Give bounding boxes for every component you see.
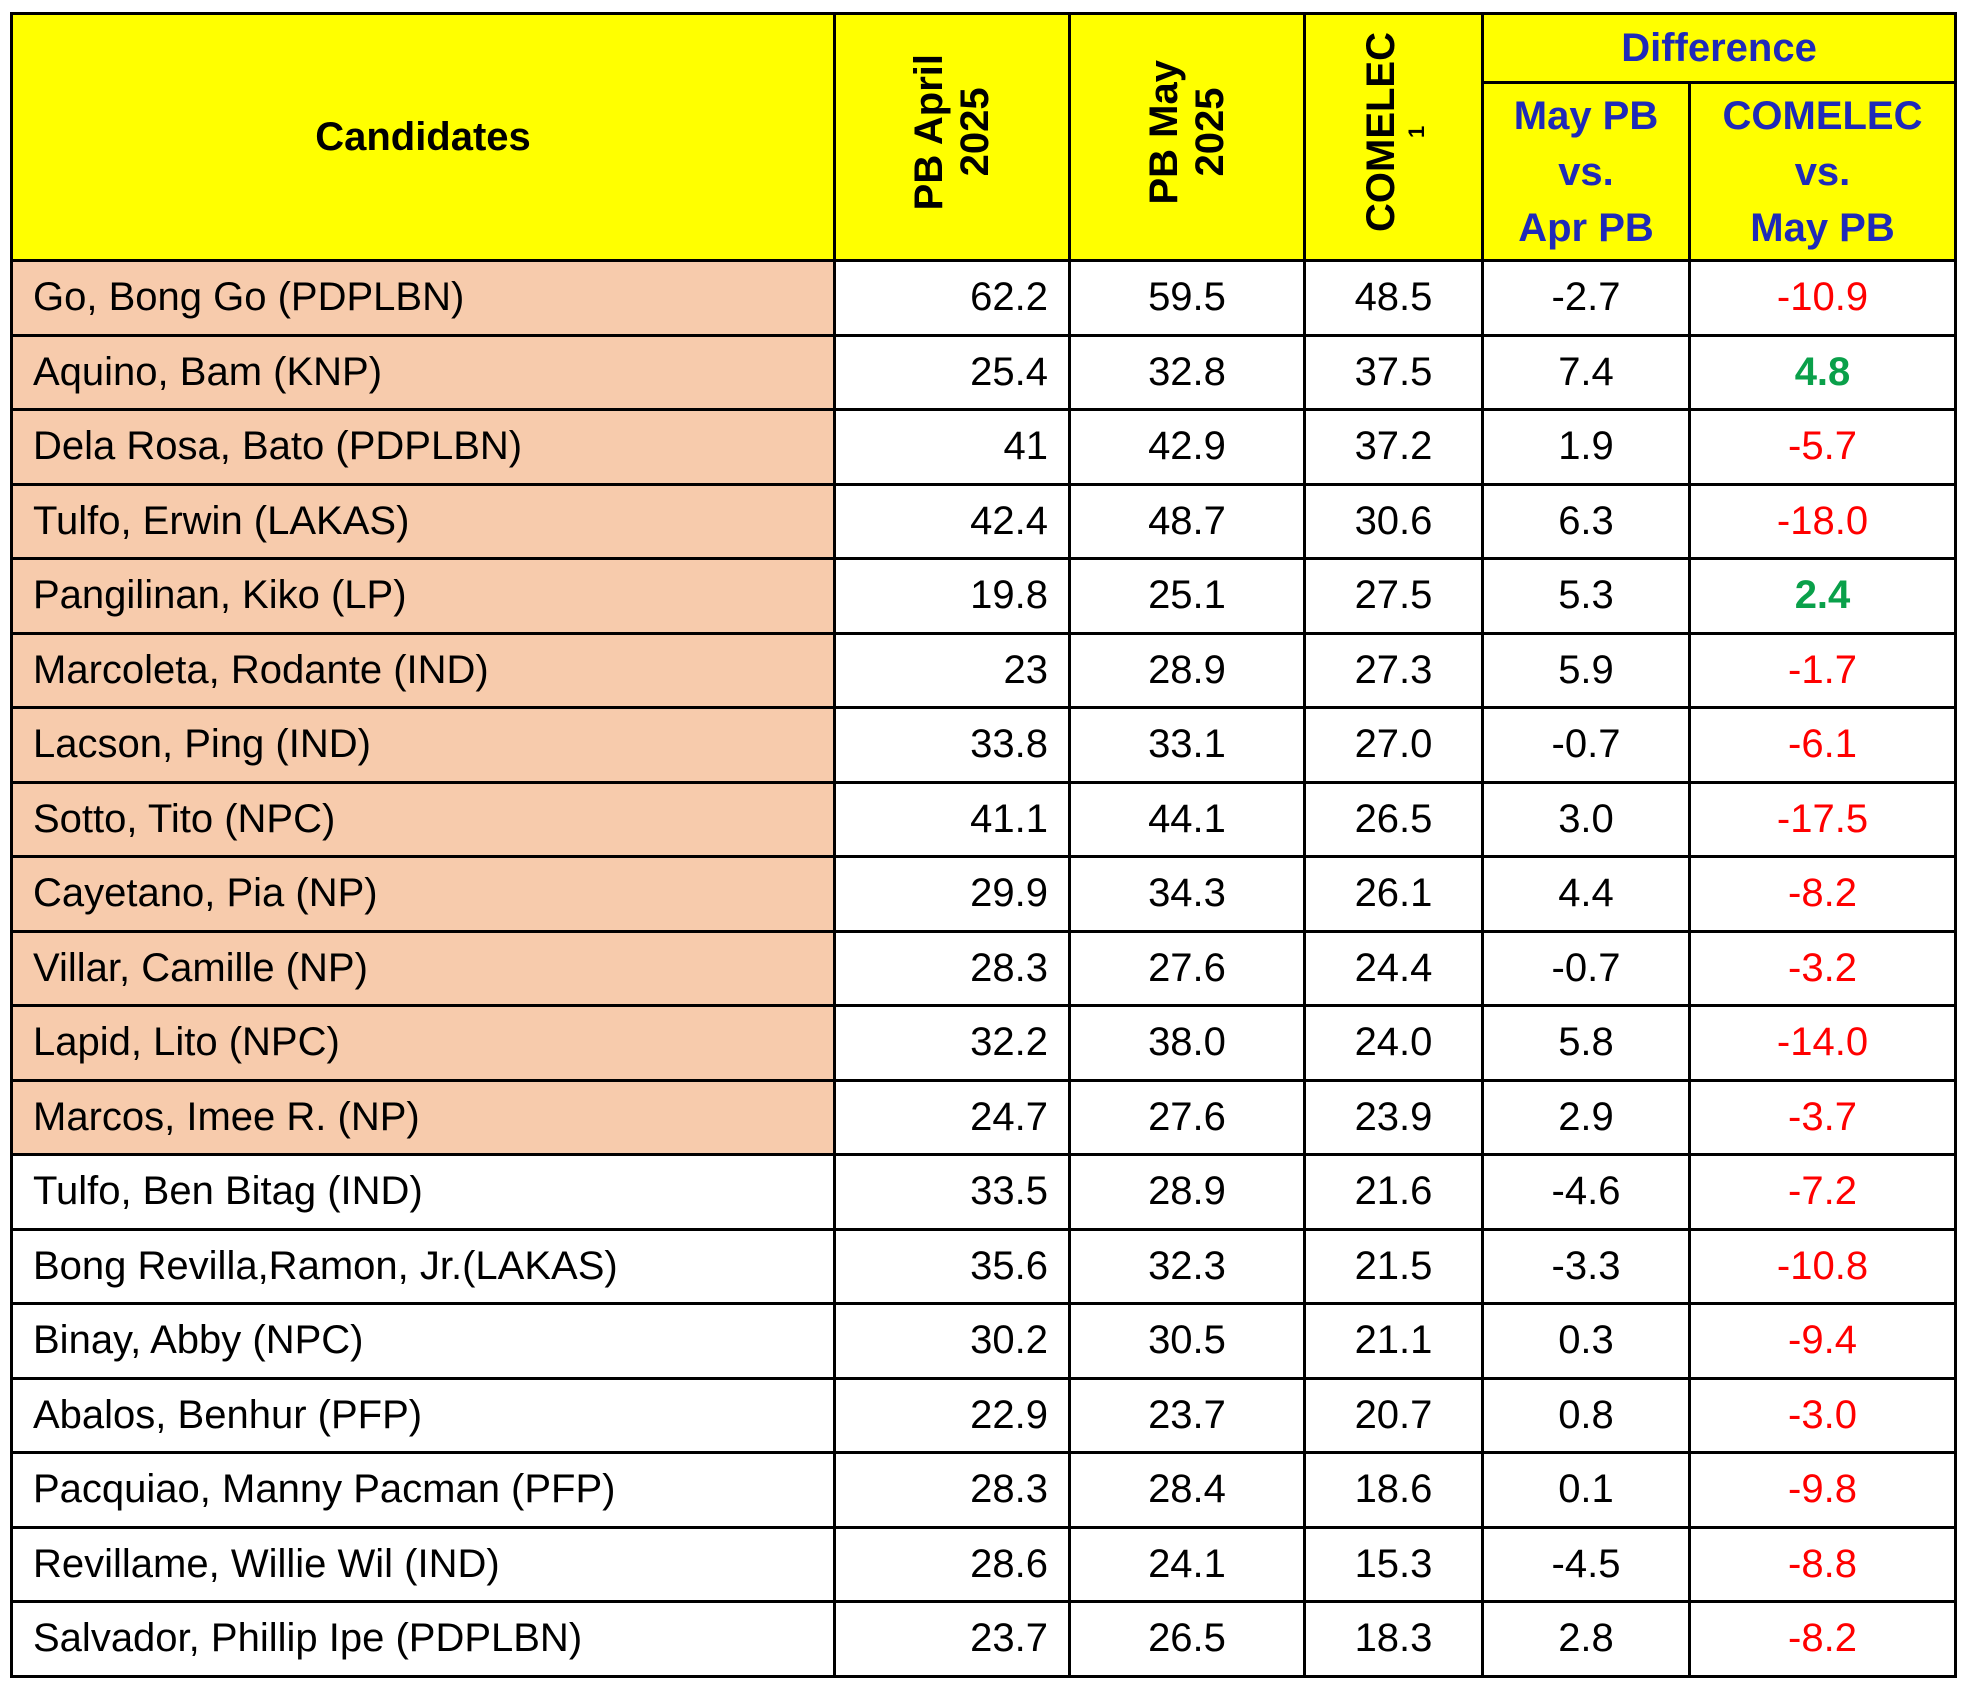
table-row (12, 1527, 1956, 1602)
table-row (12, 1602, 1956, 1677)
may-vs-apr-diff-cell: -0.7 (1483, 708, 1690, 783)
pb-may-value-cell: 48.7 (1070, 484, 1305, 559)
comelec-value-cell: 24.0 (1305, 1006, 1483, 1081)
candidate-name-cell: Marcoleta, Rodante (IND) (12, 633, 835, 708)
candidate-name-cell: Dela Rosa, Bato (PDPLBN) (12, 410, 835, 485)
pb-april-value-cell: 28.3 (835, 1453, 1070, 1528)
table-row (12, 633, 1956, 708)
comelec-header (1305, 14, 1483, 261)
pb-may-value-cell: 32.8 (1070, 335, 1305, 410)
candidate-name-cell: Tulfo, Erwin (LAKAS) (12, 484, 835, 559)
comelec-value-cell: 21.5 (1305, 1229, 1483, 1304)
survey-comparison-table-container (10, 12, 1957, 1678)
candidate-name-cell: Salvador, Phillip Ipe (PDPLBN) (12, 1602, 835, 1677)
table-header (12, 14, 1956, 261)
may-vs-apr-diff-cell: 4.4 (1483, 857, 1690, 932)
pb-may-value-cell: 59.5 (1070, 261, 1305, 336)
comelec-vs-may-diff-cell: -3.2 (1690, 931, 1956, 1006)
candidate-name-cell: Pacquiao, Manny Pacman (PFP) (12, 1453, 835, 1528)
may-vs-apr-header (1483, 83, 1690, 261)
table-row (12, 559, 1956, 634)
candidate-name-cell: Pangilinan, Kiko (LP) (12, 559, 835, 634)
candidate-name-cell: Cayetano, Pia (NP) (12, 857, 835, 932)
candidate-name-cell: Go, Bong Go (PDPLBN) (12, 261, 835, 336)
comelec-vs-may-diff-cell: -3.0 (1690, 1378, 1956, 1453)
table-row (12, 1155, 1956, 1230)
pb-april-value-cell: 30.2 (835, 1304, 1070, 1379)
table-body (12, 261, 1956, 1677)
pb-april-value-cell: 22.9 (835, 1378, 1070, 1453)
may-vs-apr-diff-cell: 0.3 (1483, 1304, 1690, 1379)
comelec-vs-may-diff-cell: -6.1 (1690, 708, 1956, 783)
pb-april-header (835, 14, 1070, 261)
comelec-vs-may-diff-cell: -9.4 (1690, 1304, 1956, 1379)
may-vs-apr-diff-cell: 2.8 (1483, 1602, 1690, 1677)
table-row (12, 1229, 1956, 1304)
table-row (12, 335, 1956, 410)
pb-may-value-cell: 28.9 (1070, 633, 1305, 708)
may-vs-apr-diff-cell: 0.1 (1483, 1453, 1690, 1528)
may-vs-apr-diff-cell: -4.5 (1483, 1527, 1690, 1602)
comelec-vs-may-header-line2: vs. (1794, 149, 1851, 194)
candidates-header: Candidates (12, 14, 835, 261)
comelec-value-cell: 27.5 (1305, 559, 1483, 634)
table-row (12, 1080, 1956, 1155)
comelec-vs-may-diff-cell: -7.2 (1690, 1155, 1956, 1230)
pb-may-header (1070, 14, 1305, 261)
pb-may-value-cell: 27.6 (1070, 931, 1305, 1006)
may-vs-apr-diff-cell: -0.7 (1483, 931, 1690, 1006)
table-row (12, 1378, 1956, 1453)
pb-may-value-cell: 23.7 (1070, 1378, 1305, 1453)
may-vs-apr-diff-cell: -4.6 (1483, 1155, 1690, 1230)
comelec-vs-may-header (1690, 83, 1956, 261)
comelec-vs-may-diff-cell: -14.0 (1690, 1006, 1956, 1081)
candidate-name-cell: Revillame, Willie Wil (IND) (12, 1527, 835, 1602)
may-vs-apr-diff-cell: 3.0 (1483, 782, 1690, 857)
pb-may-value-cell: 44.1 (1070, 782, 1305, 857)
may-vs-apr-diff-cell: 5.3 (1483, 559, 1690, 634)
comelec-value-cell: 37.2 (1305, 410, 1483, 485)
pb-may-value-cell: 27.6 (1070, 1080, 1305, 1155)
pb-april-value-cell: 25.4 (835, 335, 1070, 410)
comelec-value-cell: 26.1 (1305, 857, 1483, 932)
comelec-value-cell: 48.5 (1305, 261, 1483, 336)
may-vs-apr-header-line1: May PB (1513, 93, 1659, 138)
comelec-vs-may-diff-cell: 4.8 (1690, 335, 1956, 410)
pb-april-value-cell: 19.8 (835, 559, 1070, 634)
pb-may-value-cell: 42.9 (1070, 410, 1305, 485)
may-vs-apr-diff-cell: 6.3 (1483, 484, 1690, 559)
comelec-vs-may-diff-cell: -8.8 (1690, 1527, 1956, 1602)
pb-may-value-cell: 33.1 (1070, 708, 1305, 783)
comelec-value-cell: 18.6 (1305, 1453, 1483, 1528)
candidate-name-cell: Tulfo, Ben Bitag (IND) (12, 1155, 835, 1230)
comelec-value-cell: 37.5 (1305, 335, 1483, 410)
table-row (12, 410, 1956, 485)
comelec-value-cell: 27.3 (1305, 633, 1483, 708)
comelec-vs-may-diff-cell: -3.7 (1690, 1080, 1956, 1155)
pb-may-header-line2: 2025 (1188, 87, 1232, 177)
may-vs-apr-diff-cell: 5.8 (1483, 1006, 1690, 1081)
table-row (12, 708, 1956, 783)
pb-april-value-cell: 24.7 (835, 1080, 1070, 1155)
pb-april-value-cell: 33.8 (835, 708, 1070, 783)
comelec-vs-may-header-line1: COMELEC (1722, 93, 1923, 138)
table-row (12, 857, 1956, 932)
pb-april-value-cell: 32.2 (835, 1006, 1070, 1081)
may-vs-apr-header-line3: Apr PB (1518, 205, 1654, 250)
pb-may-value-cell: 28.4 (1070, 1453, 1305, 1528)
comelec-value-cell: 18.3 (1305, 1602, 1483, 1677)
may-vs-apr-diff-cell: 5.9 (1483, 633, 1690, 708)
difference-header: Difference (1483, 14, 1956, 83)
candidate-name-cell: Lacson, Ping (IND) (12, 708, 835, 783)
comelec-value-cell: 24.4 (1305, 931, 1483, 1006)
pb-may-value-cell: 34.3 (1070, 857, 1305, 932)
comelec-header-label: COMELEC (1358, 32, 1403, 232)
candidate-name-cell: Sotto, Tito (NPC) (12, 782, 835, 857)
candidate-name-cell: Marcos, Imee R. (NP) (12, 1080, 835, 1155)
pb-may-value-cell: 26.5 (1070, 1602, 1305, 1677)
comelec-value-cell: 27.0 (1305, 708, 1483, 783)
may-vs-apr-diff-cell: -3.3 (1483, 1229, 1690, 1304)
pb-april-value-cell: 23.7 (835, 1602, 1070, 1677)
pb-may-value-cell: 24.1 (1070, 1527, 1305, 1602)
pb-may-value-cell: 25.1 (1070, 559, 1305, 634)
may-vs-apr-header-line2: vs. (1558, 149, 1614, 194)
pb-april-value-cell: 41 (835, 410, 1070, 485)
pb-april-header-line2: 2025 (953, 87, 997, 177)
comelec-footnote-marker: 1 (1403, 125, 1429, 139)
may-vs-apr-diff-cell: 0.8 (1483, 1378, 1690, 1453)
pb-april-value-cell: 35.6 (835, 1229, 1070, 1304)
pb-april-value-cell: 62.2 (835, 261, 1070, 336)
candidate-name-cell: Lapid, Lito (NPC) (12, 1006, 835, 1081)
comelec-vs-may-diff-cell: -8.2 (1690, 857, 1956, 932)
comelec-vs-may-diff-cell: -10.8 (1690, 1229, 1956, 1304)
comelec-vs-may-diff-cell: -8.2 (1690, 1602, 1956, 1677)
comelec-value-cell: 15.3 (1305, 1527, 1483, 1602)
pb-may-header-line1: PB May (1142, 59, 1186, 205)
table-row (12, 1006, 1956, 1081)
comelec-vs-may-diff-cell: 2.4 (1690, 559, 1956, 634)
comelec-vs-may-diff-cell: -17.5 (1690, 782, 1956, 857)
comelec-vs-may-header-line3: May PB (1750, 205, 1895, 250)
candidate-name-cell: Aquino, Bam (KNP) (12, 335, 835, 410)
may-vs-apr-diff-cell: 2.9 (1483, 1080, 1690, 1155)
comelec-vs-may-diff-cell: -1.7 (1690, 633, 1956, 708)
comelec-value-cell: 21.6 (1305, 1155, 1483, 1230)
comelec-value-cell: 21.1 (1305, 1304, 1483, 1379)
pb-april-value-cell: 29.9 (835, 857, 1070, 932)
pb-may-value-cell: 28.9 (1070, 1155, 1305, 1230)
pb-may-value-cell: 30.5 (1070, 1304, 1305, 1379)
comelec-vs-may-diff-cell: -10.9 (1690, 261, 1956, 336)
candidate-name-cell: Bong Revilla,Ramon, Jr.(LAKAS) (12, 1229, 835, 1304)
may-vs-apr-diff-cell: 7.4 (1483, 335, 1690, 410)
pb-april-value-cell: 28.6 (835, 1527, 1070, 1602)
candidate-name-cell: Villar, Camille (NP) (12, 931, 835, 1006)
pb-april-value-cell: 23 (835, 633, 1070, 708)
pb-april-value-cell: 33.5 (835, 1155, 1070, 1230)
table-row (12, 484, 1956, 559)
pb-may-value-cell: 38.0 (1070, 1006, 1305, 1081)
candidate-name-cell: Abalos, Benhur (PFP) (12, 1378, 835, 1453)
comelec-value-cell: 23.9 (1305, 1080, 1483, 1155)
comelec-vs-may-diff-cell: -9.8 (1690, 1453, 1956, 1528)
comelec-vs-may-diff-cell: -18.0 (1690, 484, 1956, 559)
pb-april-value-cell: 41.1 (835, 782, 1070, 857)
table-row (12, 1304, 1956, 1379)
may-vs-apr-diff-cell: 1.9 (1483, 410, 1690, 485)
candidate-name-cell: Binay, Abby (NPC) (12, 1304, 835, 1379)
pb-april-header-line1: PB April (907, 53, 951, 211)
pb-april-value-cell: 28.3 (835, 931, 1070, 1006)
comelec-value-cell: 20.7 (1305, 1378, 1483, 1453)
pb-may-value-cell: 32.3 (1070, 1229, 1305, 1304)
comelec-vs-may-diff-cell: -5.7 (1690, 410, 1956, 485)
survey-comparison-table (10, 12, 1957, 1678)
comelec-value-cell: 30.6 (1305, 484, 1483, 559)
comelec-value-cell: 26.5 (1305, 782, 1483, 857)
pb-april-value-cell: 42.4 (835, 484, 1070, 559)
table-row (12, 931, 1956, 1006)
table-row (12, 782, 1956, 857)
table-row (12, 261, 1956, 336)
table-row (12, 1453, 1956, 1528)
may-vs-apr-diff-cell: -2.7 (1483, 261, 1690, 336)
